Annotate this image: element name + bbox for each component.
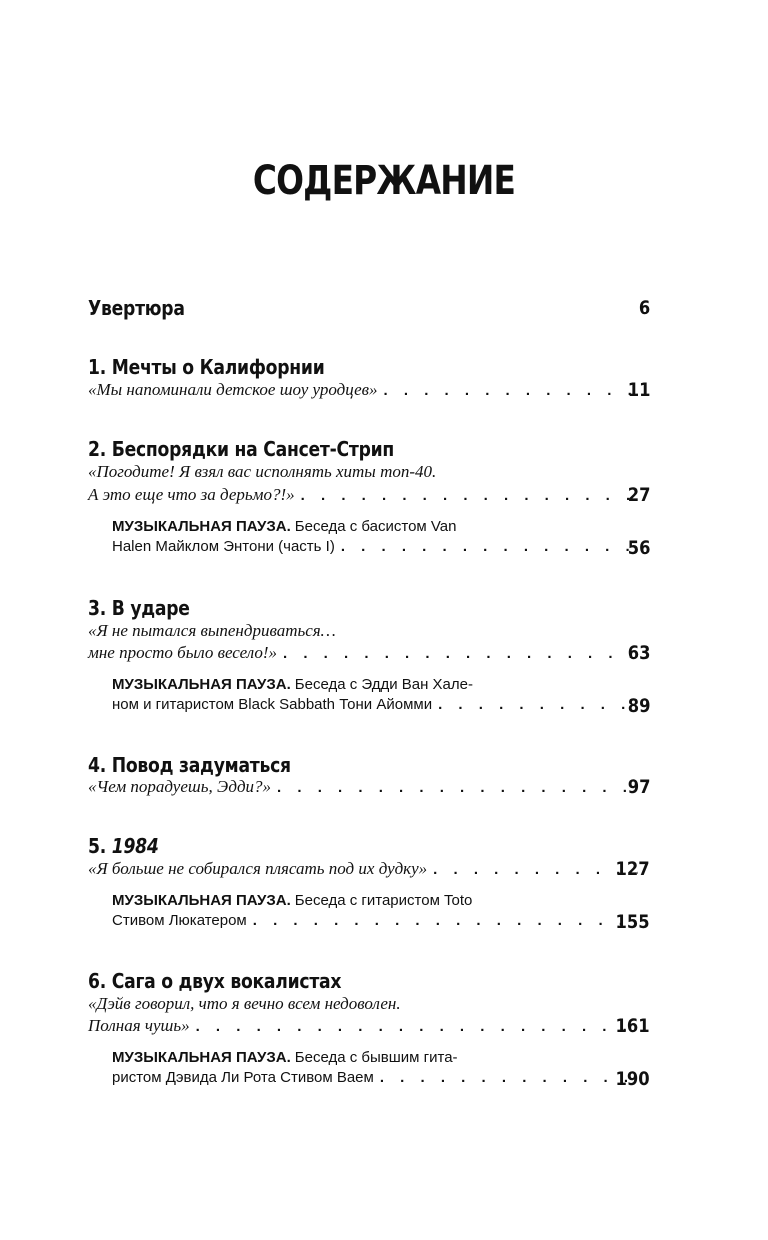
toc-subtitle-line: Полная чушь» . . . — [88, 1016, 638, 1036]
toc-page-number: 63 — [627, 642, 650, 664]
toc-pause-line: МУЗЫКАЛЬНАЯ ПАУЗА. Беседа с басистом Van — [112, 518, 457, 535]
toc-page-number: 56 — [627, 537, 650, 559]
toc-subtitle-line: А это еще что за дерьмо?!» . . . — [88, 485, 638, 505]
toc-page-number: 97 — [627, 776, 650, 798]
toc-pause-line: Стивом Люкатером . . . — [112, 912, 638, 930]
toc-pause-line: ном и гитаристом Black Sabbath Тони Айомми . . . — [112, 696, 638, 714]
toc-page-number: 127 — [615, 858, 650, 880]
toc-chapter-overture: Увертюра — [88, 296, 185, 320]
toc-page-number: 27 — [627, 484, 650, 506]
toc-subtitle-line: «Я не пытался выпендриваться… — [88, 621, 336, 640]
toc-pause-line: ристом Дэвида Ли Рота Стивом Ваем . . . — [112, 1069, 638, 1087]
toc-subtitle-line: «Мы напоминали детское шоу уродцев» . . . — [88, 380, 638, 400]
toc-pause-line: Halen Майклом Энтони (часть I) . . . — [112, 538, 638, 556]
toc-pause-line: МУЗЫКАЛЬНАЯ ПАУЗА. Беседа с гитаристом Toto — [112, 892, 473, 909]
toc-subtitle-line: «Я больше не собирался плясать под их дудку» . . . — [88, 859, 638, 879]
toc-page-number: 89 — [627, 695, 650, 717]
toc-page-number: 190 — [615, 1068, 650, 1090]
toc-chapter-title: 5. 1984 — [88, 834, 159, 858]
toc-page-number: 155 — [615, 911, 650, 933]
toc-pause-line: МУЗЫКАЛЬНАЯ ПАУЗА. Беседа с Эдди Ван Хале- — [112, 676, 473, 693]
toc-chapter-title: 6. Сага о двух вокалистах — [88, 969, 342, 993]
toc-chapter-title: 1. Мечты о Калифорнии — [88, 355, 325, 379]
toc-subtitle-line: мне просто было весело!» . . . — [88, 643, 638, 663]
toc-subtitle-line: «Погодите! Я взял вас исполнять хиты топ-40. — [88, 462, 437, 481]
toc-page-number: 11 — [627, 379, 650, 401]
toc-pause-line: МУЗЫКАЛЬНАЯ ПАУЗА. Беседа с бывшим гита- — [112, 1049, 458, 1066]
toc-chapter-title: 3. В ударе — [88, 596, 190, 620]
page-title: СОДЕРЖАНИЕ — [252, 158, 516, 204]
toc-subtitle-line: «Чем порадуешь, Эдди?» . . . — [88, 777, 638, 797]
toc-page-number: 6 — [638, 297, 650, 319]
toc-chapter-title: 4. Повод задуматься — [88, 753, 291, 777]
toc-page-number: 161 — [615, 1015, 650, 1037]
toc-subtitle-line: «Дэйв говорил, что я вечно всем недоволен. — [88, 994, 401, 1013]
toc-chapter-title: 2. Беспорядки на Сансет-Стрип — [88, 437, 395, 461]
